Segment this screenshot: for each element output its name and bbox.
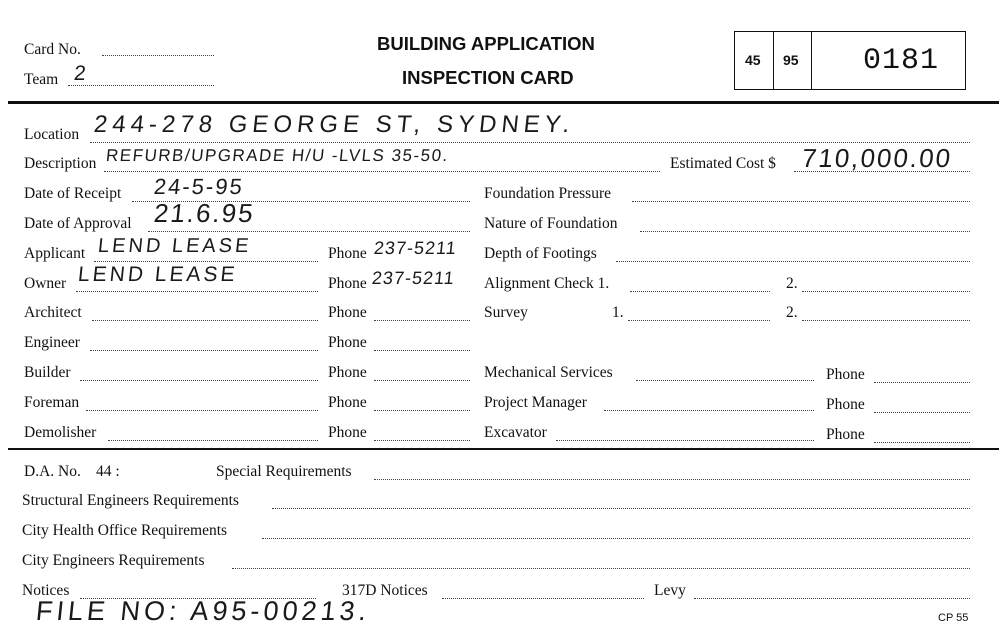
description-field[interactable]: [104, 171, 660, 172]
mechanical-phone-field[interactable]: [874, 382, 970, 383]
box-a-value: 45: [745, 52, 761, 68]
form-code: CP 55: [938, 612, 969, 624]
location-label: Location: [24, 126, 80, 143]
date-approval-label: Date of Approval: [24, 215, 132, 232]
date-approval-field[interactable]: [148, 231, 470, 232]
alignment-check-2-label: 2.: [786, 275, 798, 292]
depth-footings-field[interactable]: [616, 261, 970, 262]
header-divider: [8, 101, 999, 104]
foreman-label: Foreman: [24, 394, 80, 411]
da-no-label: D.A. No.: [24, 463, 81, 480]
levy-field[interactable]: [694, 598, 970, 599]
notices-317d-label: 317D Notices: [342, 582, 428, 599]
engineers-requirements-field[interactable]: [232, 568, 970, 569]
demolisher-label: Demolisher: [24, 424, 97, 441]
description-label: Description: [24, 155, 97, 172]
engineer-phone-field[interactable]: [374, 350, 470, 351]
project-manager-label: Project Manager: [484, 394, 587, 411]
foundation-pressure-field[interactable]: [632, 201, 970, 202]
project-manager-phone-field[interactable]: [874, 412, 970, 413]
team-label: Team: [24, 71, 59, 88]
alignment-check-field-1[interactable]: [630, 291, 770, 292]
builder-label: Builder: [24, 364, 71, 381]
demolisher-field[interactable]: [108, 440, 318, 441]
estimated-cost-label: Estimated Cost $: [670, 155, 776, 172]
title-line1: BUILDING APPLICATION: [377, 33, 595, 54]
owner-value: LEND LEASE: [76, 263, 239, 286]
foundation-pressure-label: Foundation Pressure: [484, 185, 612, 202]
engineer-label: Engineer: [24, 334, 80, 351]
card-no-field[interactable]: [102, 55, 214, 56]
foreman-phone-field[interactable]: [374, 410, 470, 411]
demolisher-phone-field[interactable]: [374, 440, 470, 441]
date-receipt-label: Date of Receipt: [24, 185, 122, 202]
structural-requirements-label: Structural Engineers Requirements: [22, 492, 239, 509]
team-field[interactable]: [68, 85, 214, 86]
project-manager-field[interactable]: [604, 410, 814, 411]
survey-label: Survey: [484, 304, 528, 321]
architect-phone-field[interactable]: [374, 320, 470, 321]
reference-boxes: [734, 31, 966, 90]
alignment-check-label: Alignment Check 1.: [484, 275, 610, 292]
owner-label: Owner: [24, 275, 67, 292]
excavator-phone-label: Phone: [826, 426, 865, 443]
survey-field-1[interactable]: [628, 320, 770, 321]
engineers-requirements-label: City Engineers Requirements: [22, 552, 205, 569]
owner-phone-label: Phone: [328, 275, 367, 292]
excavator-label: Excavator: [484, 424, 547, 441]
owner-field[interactable]: [76, 291, 318, 292]
file-number-note: FILE NO: A95-00213.: [34, 596, 372, 626]
builder-field[interactable]: [80, 380, 318, 381]
health-requirements-field[interactable]: [262, 538, 970, 539]
survey-field-2[interactable]: [802, 320, 970, 321]
da-no-value: 44 :: [96, 463, 120, 480]
team-value: 2: [72, 62, 89, 85]
title-line2: INSPECTION CARD: [402, 67, 574, 88]
foreman-field[interactable]: [86, 410, 318, 411]
structural-requirements-field[interactable]: [272, 508, 970, 509]
mechanical-label: Mechanical Services: [484, 364, 613, 381]
box-number-value: 0181: [863, 44, 940, 78]
nature-foundation-field[interactable]: [640, 231, 970, 232]
health-requirements-label: City Health Office Requirements: [22, 522, 228, 539]
special-requirements-field[interactable]: [374, 479, 970, 480]
notices-317d-field[interactable]: [442, 598, 644, 599]
architect-field[interactable]: [92, 320, 318, 321]
architect-phone-label: Phone: [328, 304, 367, 321]
applicant-phone-label: Phone: [328, 245, 367, 262]
applicant-value: LEND LEASE: [96, 235, 253, 257]
special-requirements-label: Special Requirements: [216, 463, 352, 480]
builder-phone-label: Phone: [328, 364, 367, 381]
location-value: 244-278 GEORGE ST, SYDNEY.: [92, 111, 576, 138]
description-value: REFURB/UPGRADE H/U -LVLS 35-50.: [105, 146, 450, 165]
engineer-field[interactable]: [90, 350, 318, 351]
notices-label: Notices: [22, 582, 70, 599]
applicant-field[interactable]: [94, 261, 318, 262]
mechanical-field[interactable]: [636, 380, 814, 381]
date-approval-value: 21.6.95: [152, 198, 257, 228]
depth-footings-label: Depth of Footings: [484, 245, 597, 262]
engineer-phone-label: Phone: [328, 334, 367, 351]
box-b-value: 95: [783, 52, 799, 68]
estimated-cost-value: 710,000.00: [800, 143, 954, 173]
nature-foundation-label: Nature of Foundation: [484, 215, 618, 232]
date-receipt-value: 24-5-95: [152, 174, 246, 199]
excavator-field[interactable]: [556, 440, 814, 441]
mechanical-phone-label: Phone: [826, 366, 865, 383]
applicant-phone-value: 237-5211: [373, 238, 458, 258]
card-no-label: Card No.: [24, 41, 81, 58]
survey-1-label: 1.: [612, 304, 624, 321]
demolisher-phone-label: Phone: [328, 424, 367, 441]
section-divider: [8, 448, 999, 450]
survey-2-label: 2.: [786, 304, 798, 321]
project-manager-phone-label: Phone: [826, 396, 865, 413]
owner-phone-value: 237-5211: [371, 268, 456, 288]
alignment-check-field-2[interactable]: [802, 291, 970, 292]
builder-phone-field[interactable]: [374, 380, 470, 381]
architect-label: Architect: [24, 304, 82, 321]
applicant-label: Applicant: [24, 245, 86, 262]
foreman-phone-label: Phone: [328, 394, 367, 411]
excavator-phone-field[interactable]: [874, 442, 970, 443]
levy-label: Levy: [654, 582, 686, 599]
